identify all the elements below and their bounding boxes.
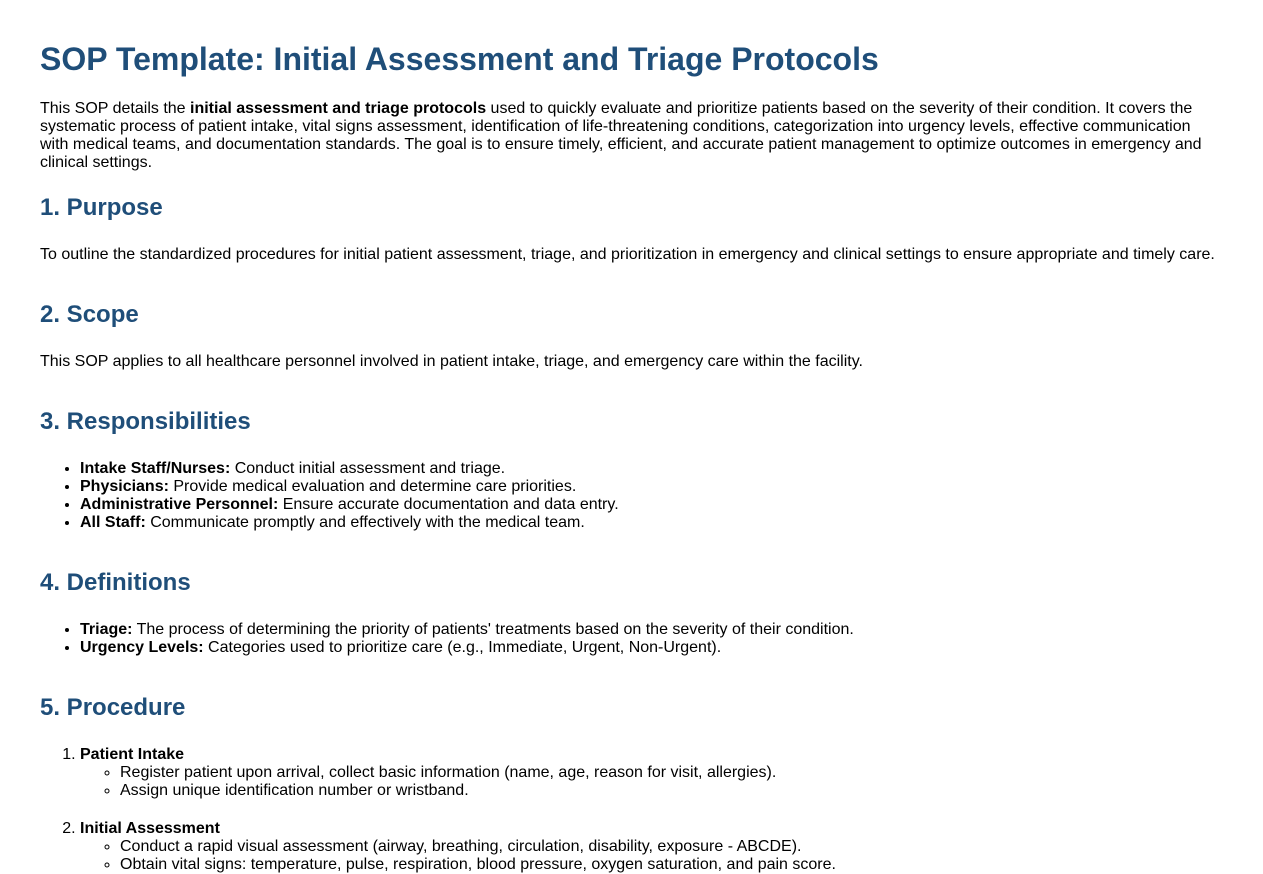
list-item-desc: Ensure accurate documentation and data entry.: [278, 496, 619, 513]
procedure-step: [80, 746, 1223, 800]
list-item: ◦ Register patient upon arrival, collect basic information (name, age, reason for visit, allergies).: [120, 764, 1223, 782]
list-item-term: Physicians:: [80, 478, 169, 495]
list-item-term: All Staff:: [80, 514, 146, 531]
intro-text-before: This SOP details the: [40, 100, 190, 117]
responsibilities-list: [40, 460, 1223, 532]
list-item: [80, 514, 1223, 532]
procedure-step-title: Patient Intake: [80, 746, 185, 763]
procedure-step: [80, 820, 1223, 874]
document-title: SOP Template: Initial Assessment and Triage Protocols: [40, 41, 879, 77]
list-item-term: Intake Staff/Nurses:: [80, 460, 231, 477]
definitions-heading: 4. Definitions: [40, 569, 191, 596]
list-item-term: Urgency Levels:: [80, 639, 204, 656]
list-item: ◦ Assign unique identification number or wristband.: [120, 782, 1223, 800]
list-item: ◦ Obtain vital signs: temperature, pulse, respiration, blood pressure, oxygen saturation, and pain score.: [120, 856, 1223, 874]
list-item-desc: Provide medical evaluation and determine care priorities.: [168, 478, 577, 495]
list-item-desc: The process of determining the priority of patients' treatments based on the severity of their condition.: [132, 621, 854, 638]
intro-text-bold: initial assessment and triage protocols: [190, 100, 487, 117]
procedure-list: [40, 746, 1223, 874]
procedure-substeps: [80, 764, 1223, 800]
list-item-desc: Categories used to prioritize care (e.g., Immediate, Urgent, Non-Urgent).: [203, 639, 722, 656]
responsibilities-heading: 3. Responsibilities: [40, 408, 251, 435]
procedure-heading: 5. Procedure: [40, 694, 186, 721]
list-item: [80, 460, 1223, 478]
list-item: [80, 496, 1223, 514]
list-item-desc: Communicate promptly and effectively with the medical team.: [145, 514, 585, 531]
intro-text-after: used to quickly evaluate and prioritize patients based on the severity of their condition. It covers the systematic process of patient intake, vital signs assessment, identification of life-threatening conditions, categorization into urgency levels, effective communication with medical teams, and documentation standards. The goal is to ensure timely, efficient, and accurate patient management to optimize outcomes in emergency and clinical settings.: [40, 100, 1202, 171]
scope-heading: 2. Scope: [40, 301, 139, 328]
purpose-text: To outline the standardized procedures for initial patient assessment, triage, and prioritization in emergency and clinical settings to ensure appropriate and timely care.: [40, 246, 1215, 263]
list-item: [80, 621, 1223, 639]
procedure-step-title: Initial Assessment: [80, 820, 220, 837]
list-item-desc: Conduct initial assessment and triage.: [230, 460, 506, 477]
list-item: [80, 478, 1223, 496]
definitions-list: [40, 621, 1223, 657]
procedure-substeps: [80, 838, 1223, 874]
scope-text: This SOP applies to all healthcare personnel involved in patient intake, triage, and emergency care within the facility.: [40, 353, 863, 370]
list-item: ◦ Conduct a rapid visual assessment (airway, breathing, circulation, disability, exposure - ABCDE).: [120, 838, 1223, 856]
intro-paragraph: [40, 100, 1223, 172]
list-item-term: Administrative Personnel:: [80, 496, 279, 513]
purpose-heading: 1. Purpose: [40, 194, 163, 221]
list-item: [80, 639, 1223, 657]
list-item-term: Triage:: [80, 621, 133, 638]
